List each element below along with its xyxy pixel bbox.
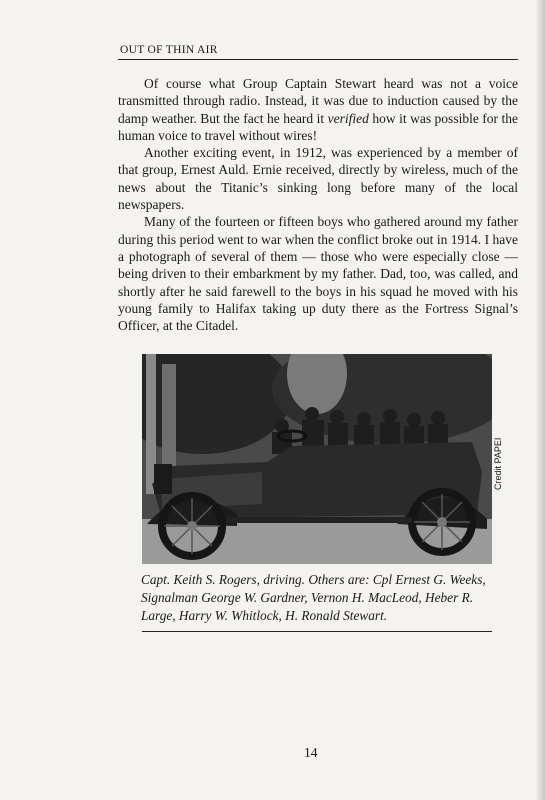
running-header: OUT OF THIN AIR xyxy=(120,44,218,56)
paragraph-1-text-a: Of course what Group Captain Stewart heard was not a voice transmitted through radio. Instead, it was due to induction caused by the damp weather. But the fact he heard it xyxy=(118,76,518,126)
header-rule xyxy=(118,59,518,60)
paragraph-2: Another exciting event, in 1912, was experienced by a member of that group, Ernest Auld. Ernie received, directly by wireless, much of the news about the Titanic’s sinking long before many of the local newspapers. xyxy=(118,145,518,213)
paragraph-1 xyxy=(118,75,518,144)
vintage-car-photograph xyxy=(142,354,492,564)
photo-credit: Credit PAPEI xyxy=(493,437,503,490)
paragraph-3: Many of the fourteen or fifteen boys who gathered around my father during this period went to war when the conflict broke out in 1914. I have a photograph of several of them — those who were especially close — being driven to their embarkment by my father. Dad, too, was called, and shortly after he said farewell to the boys in his squad he moved with his young family to Halifax taking up duty there as the Fortress Signal’s Officer, at the Citadel. xyxy=(118,214,518,334)
caption-rule xyxy=(142,631,492,632)
paragraph-1-text-b: how it was possible for the human voice to travel without wires! xyxy=(118,110,519,143)
page-number: 14 xyxy=(304,745,318,760)
paragraph-1-emphasis: verified xyxy=(327,110,369,126)
car-photo-illustration xyxy=(142,354,492,564)
body-text xyxy=(118,75,518,334)
photo-caption: Capt. Keith S. Rogers, driving. Others are: Cpl Ernest G. Weeks, Signalman George W. Gardner, Vernon H. MacLeod, Heber R. Large, Harry W. Whitlock, H. Ronald Stewart. xyxy=(141,572,486,623)
page-edge-shadow xyxy=(535,0,545,800)
